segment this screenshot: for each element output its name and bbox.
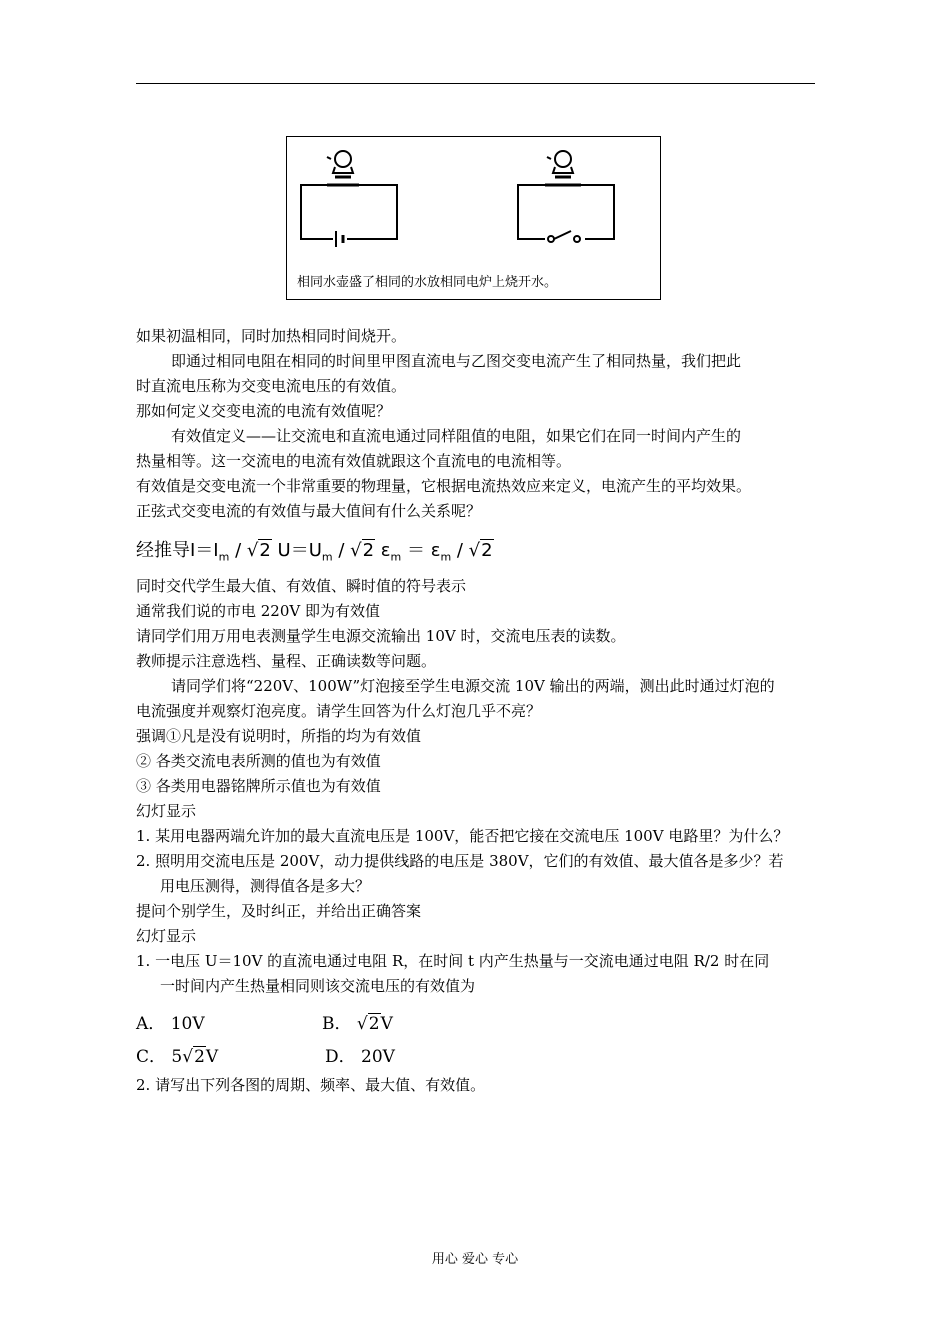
- text-line: 幻灯显示: [136, 802, 197, 820]
- text-line: 请同学们将“220V、100W”灯泡接至学生电源交流 10V 输出的两端，测出此时通过灯泡的: [171, 677, 775, 695]
- text-line: 幻灯显示: [136, 927, 197, 945]
- circuit-figure: [286, 136, 661, 300]
- text-line: 如果初温相同，同时加热相同时间烧开。: [136, 327, 407, 345]
- text-line: 提问个别学生，及时纠正，并给出正确答案: [136, 902, 422, 920]
- text-line: 1. 一电压 U＝10V 的直流电通过电阻 R，在时间 t 内产生热量与一交流电通过电阻 R/2 时在同: [136, 952, 770, 970]
- text-line: 那如何定义交变电流的电流有效值呢？: [136, 402, 392, 420]
- text-line: 电流强度并观察灯泡亮度。请学生回答为什么灯泡几乎不亮？: [136, 702, 542, 720]
- formula-sub: m: [440, 550, 452, 564]
- option-b: [322, 1009, 393, 1034]
- text-line: 教师提示注意选档、量程、正确读数等问题。: [136, 652, 437, 670]
- sqrt-symbol: √2: [468, 540, 493, 561]
- figure-caption: 相同水壶盛了相同的水放相同电炉上烧开水。: [297, 275, 558, 290]
- sqrt-value: 2: [362, 540, 375, 561]
- option-label: C．: [136, 1047, 167, 1067]
- option-label: A．: [136, 1014, 166, 1034]
- option-unit: V: [205, 1047, 219, 1067]
- formula-slash: /: [229, 540, 247, 561]
- sqrt-symbol: √2: [182, 1047, 205, 1067]
- formula-i: I＝I: [190, 540, 219, 561]
- text-line: 正弦式交变电流的有效值与最大值间有什么关系呢？: [136, 502, 482, 520]
- text-line: 同时交代学生最大值、有效值、瞬时值的符号表示: [136, 577, 467, 595]
- text-line: 用电压测得，测得值各是多大？: [160, 877, 371, 895]
- option-value: 10V: [170, 1014, 205, 1034]
- option-unit: V: [380, 1014, 393, 1034]
- text-line: 2. 照明用交流电压是 200V，动力提供线路的电压是 380V，它们的有效值、最大值各是多少？若: [136, 852, 784, 870]
- sqrt-value: 2: [481, 540, 493, 561]
- page-footer: 用心 爱心 专心: [431, 1252, 519, 1267]
- formula-u: U＝U: [277, 540, 322, 561]
- formula-slash: /: [332, 540, 351, 561]
- option-label: B．: [322, 1014, 352, 1034]
- formula-slash: /: [451, 540, 469, 561]
- sqrt-value: 2: [194, 1047, 205, 1067]
- text-line: ② 各类交流电表所测的值也为有效值: [136, 752, 381, 770]
- text-line: 2. 请写出下列各图的周期、频率、最大值、有效值。: [136, 1076, 486, 1094]
- formula-prefix: 经推导: [136, 540, 190, 561]
- option-value: 20V: [361, 1047, 395, 1067]
- ac-plug-right: [574, 236, 580, 242]
- formula-sub: m: [218, 550, 230, 564]
- text-line: 有效值是交变电流一个非常重要的物理量，它根据电流热效应来定义，电流产生的平均效果。: [136, 477, 752, 495]
- formula-sub: m: [390, 550, 402, 564]
- formula-sub: m: [321, 550, 333, 564]
- option-a: [136, 1009, 205, 1034]
- text-line: 1. 某用电器两端允许加的最大直流电压是 100V，能否把它接在交流电压 100V 电路里？为什么？: [136, 827, 789, 845]
- formula-eq: ＝ ε: [401, 540, 441, 561]
- sqrt-value: 2: [368, 1014, 380, 1034]
- text-line: 强调①凡是没有说明时，所指的均为有效值: [136, 727, 422, 745]
- text-line: 通常我们说的市电 220V 即为有效值: [136, 602, 381, 620]
- text-line: ③ 各类用电器铭牌所示值也为有效值: [136, 777, 381, 795]
- formula-derivation: [136, 536, 494, 564]
- text-line: 即通过相同电阻在相同的时间里甲图直流电与乙图交变电流产生了相同热量，我们把此: [171, 352, 742, 370]
- text-line: 请同学们用万用电表测量学生电源交流输出 10V 时，交流电压表的读数。: [136, 627, 626, 645]
- formula-eps: ε: [380, 540, 391, 561]
- sqrt-value: 2: [259, 540, 271, 561]
- ac-plug-left: [548, 236, 554, 242]
- text-line: 热量相等。这一交流电的电流有效值就跟这个直流电的电流相等。: [136, 452, 572, 470]
- text-line: 有效值定义——让交流电和直流电通过同样阻值的电阻，如果它们在同一时间内产生的: [171, 427, 742, 445]
- text-line: 时直流电压称为交变电流电压的有效值。: [136, 377, 407, 395]
- kettle-dc-circuit: [301, 151, 397, 239]
- option-coef: 5: [171, 1047, 183, 1067]
- sqrt-symbol: √2: [356, 1014, 380, 1034]
- header-rule: [136, 83, 815, 84]
- sqrt-symbol: √2: [246, 540, 271, 561]
- option-c: [136, 1042, 218, 1067]
- text-line: 一时间内产生热量相同则该交流电压的有效值为: [160, 977, 476, 995]
- option-d: [325, 1042, 395, 1067]
- kettle-ac-circuit: [518, 151, 614, 239]
- option-label: D．: [325, 1047, 356, 1067]
- sqrt-symbol: √2: [350, 540, 375, 561]
